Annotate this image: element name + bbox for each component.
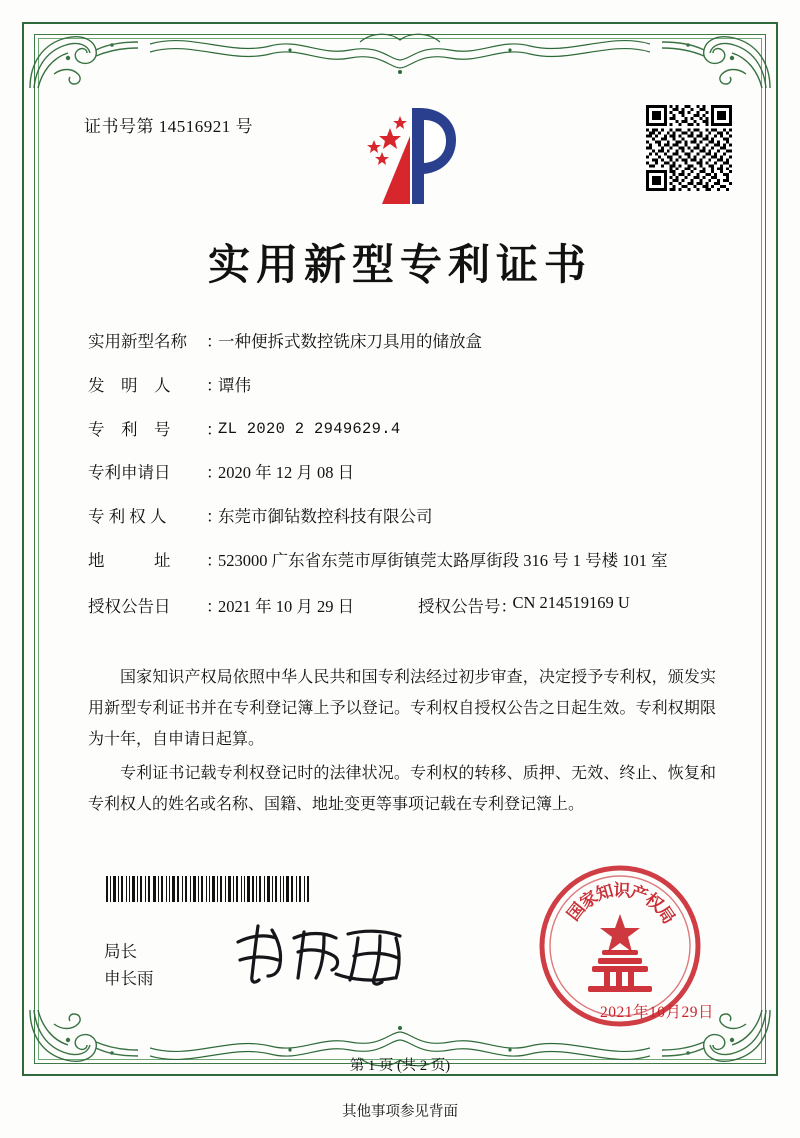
grant-date-value: 2021 年 10 月 29 日 — [218, 596, 355, 616]
cnipa-logo-icon — [352, 100, 464, 212]
paragraph-1: 国家知识产权局依照中华人民共和国专利法经过初步审查，决定授予专利权，颁发实用新型专利证书并在专利登记簿上予以登记。专利权自授权公告之日起生效。专利权期限为十年，自申请日起算。 — [88, 669, 716, 749]
svg-text:知: 知 — [593, 881, 616, 906]
field-colon: ： — [206, 332, 223, 351]
grant-publication-value: CN 214519169 U — [512, 592, 630, 612]
field-colon: ： — [206, 375, 223, 395]
top-ornament-icon — [150, 26, 650, 78]
field-label: 发 明 人 — [88, 375, 171, 395]
paragraph-2: 专利证书记载专利权登记时的法律状况。专利权的转移、质押、无效、终止、恢复和专利权人的姓名或名称、国籍、地址变更等事项记载在专利登记簿上。 — [88, 764, 716, 813]
qr-code-icon — [646, 105, 732, 191]
signature-name: 申长雨 — [104, 969, 154, 989]
svg-text:家: 家 — [576, 887, 602, 914]
svg-text:产: 产 — [627, 882, 651, 907]
field-value: 2020 年 12 月 08 日 — [218, 463, 355, 483]
field-value: 一种便拆式数控铣床刀具用的储放盒 — [218, 332, 482, 351]
signature-block — [104, 938, 154, 992]
field-colon: ： — [206, 419, 223, 439]
field-colon: ： — [206, 550, 223, 570]
field-label: 专 利 号 — [88, 419, 171, 439]
field-colon: ： — [206, 596, 223, 616]
svg-text:权: 权 — [641, 889, 667, 916]
legal-text — [88, 662, 716, 822]
handwritten-signature-icon — [228, 918, 428, 990]
field-patent-number — [88, 418, 716, 443]
page-title: 实用新型专利证书 — [207, 240, 592, 289]
footer-note: 其他事项参见背面 — [342, 1104, 458, 1120]
seal-date: 2021年10月29日 — [599, 1004, 714, 1021]
field-value: ZL 2020 2 2949629.4 — [218, 419, 401, 438]
barcode — [104, 876, 310, 902]
field-colon: ： — [500, 596, 517, 616]
field-patentee — [88, 505, 716, 530]
field-label: 实用新型名称 — [88, 332, 187, 351]
field-value: 523000 广东省东莞市厚街镇莞太路厚街段 316 号 1 号楼 101 室 — [218, 550, 668, 570]
field-value: 谭伟 — [218, 375, 251, 395]
field-colon: ： — [206, 463, 223, 483]
field-list — [88, 330, 716, 636]
field-label: 专利申请日 — [88, 463, 171, 483]
field-label: 地 址 — [88, 550, 171, 570]
grant-date-label: 授权公告日 — [88, 596, 171, 616]
signature-role: 局长 — [104, 942, 137, 961]
field-inventor — [88, 374, 716, 399]
svg-text:局: 局 — [652, 902, 679, 928]
field-grant-row — [88, 593, 716, 617]
field-application-date — [88, 461, 716, 486]
corner-ornament-icon — [24, 24, 144, 94]
svg-text:识: 识 — [613, 880, 631, 902]
field-address — [88, 549, 716, 574]
certificate-number: 证书号第 14516921 号 — [84, 117, 253, 136]
grant-publication-label: 授权公告号 — [418, 596, 501, 616]
field-utility-model-name — [88, 330, 716, 355]
field-value: 东莞市御钻数控科技有限公司 — [218, 507, 433, 526]
field-label: 专 利 权 人 — [88, 507, 167, 526]
page-number: 第 1 页 (共 2 页) — [349, 1058, 451, 1074]
field-colon: ： — [206, 507, 223, 526]
corner-ornament-icon — [656, 24, 776, 94]
svg-text:国: 国 — [563, 899, 590, 925]
